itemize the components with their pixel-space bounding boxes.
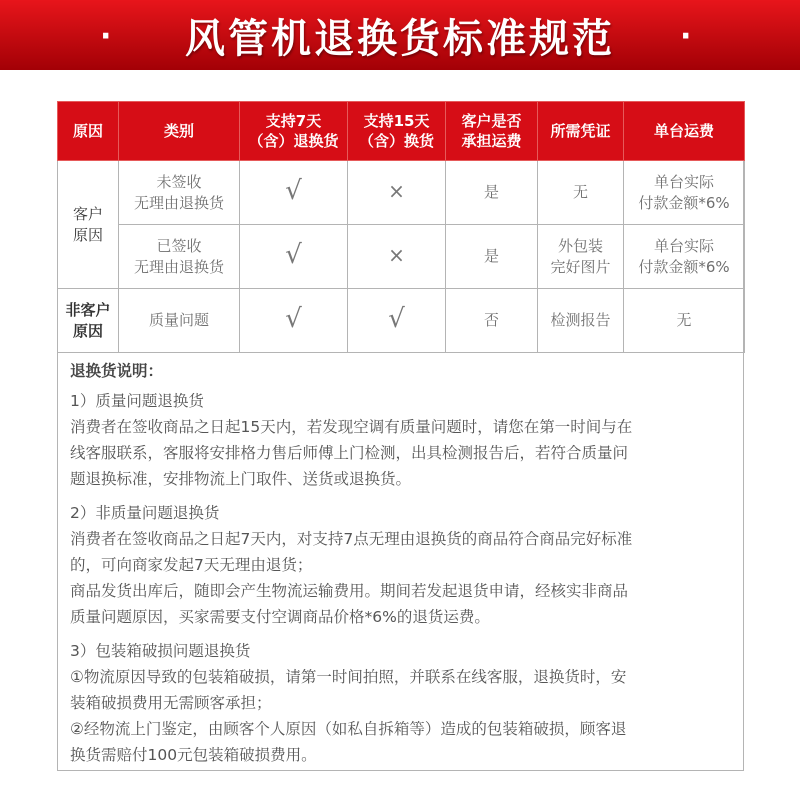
section-title: 1）质量问题退换货 <box>70 392 204 410</box>
reason-line: 非客户 <box>65 300 111 319</box>
d15-cell <box>348 161 446 225</box>
proof-line: 完好图片 <box>550 257 611 276</box>
check-mark-icon: √ <box>285 303 302 334</box>
header-line: 客户是否 <box>461 112 522 130</box>
header-line: （含）退换货 <box>248 132 339 150</box>
proof-cell <box>538 289 624 353</box>
section-line: 的，可向商家发起7天无理由退货； <box>70 556 313 574</box>
d7-cell <box>240 161 348 225</box>
return-notes <box>70 358 738 776</box>
reason-non-customer <box>58 289 119 353</box>
check-mark-icon: √ <box>388 303 405 334</box>
reason-line: 原因 <box>72 321 103 340</box>
fee-line: 付款金额*6% <box>638 193 730 212</box>
page-title: 风管机退换货标准规范 <box>185 15 615 62</box>
section-line: ①物流原因导致的包装箱破损，请第一时间拍照，并联系在线客服，退换货时，安 <box>70 668 627 686</box>
freight-cell: 是 <box>446 225 538 289</box>
header-15-day <box>348 102 446 161</box>
notes-section-quality <box>70 388 738 492</box>
section-title: 3）包装箱破损问题退换货 <box>70 642 251 660</box>
header-fee <box>624 102 745 161</box>
header-line: 支持15天 <box>363 112 430 130</box>
header-line: 单台运费 <box>653 122 714 140</box>
banner-dot-left: · <box>100 19 112 54</box>
fee-line: 付款金额*6% <box>638 257 730 276</box>
freight-cell: 否 <box>446 289 538 353</box>
header-line: （含）换货 <box>358 132 434 150</box>
header-reason <box>58 102 119 161</box>
freight-cell: 是 <box>446 161 538 225</box>
section-line: 题退换标准，安排物流上门取件、送货或退换货。 <box>70 470 412 488</box>
header-line: 支持7天 <box>265 112 322 130</box>
return-policy-table <box>57 101 745 353</box>
check-mark-icon: √ <box>285 175 302 206</box>
header-category <box>119 102 240 161</box>
proof-cell <box>538 225 624 289</box>
fee-line: 单台实际 <box>653 236 714 255</box>
section-line: 质量问题原因，买家需要支付空调商品价格*6%的退货运费。 <box>70 608 490 626</box>
notes-section-packaging <box>70 638 738 768</box>
title-banner <box>0 0 800 70</box>
d15-cell <box>348 289 446 353</box>
cross-mark-icon: × <box>388 179 405 203</box>
table-row <box>58 161 745 225</box>
banner-dot-right: · <box>680 19 692 54</box>
fee-cell <box>624 289 745 353</box>
cross-mark-icon: × <box>388 243 405 267</box>
notes-section-non-quality <box>70 500 738 630</box>
d7-cell <box>240 225 348 289</box>
category-cell <box>119 225 240 289</box>
fee-cell <box>624 225 745 289</box>
reason-customer <box>58 161 119 289</box>
category-line: 已签收 <box>156 236 202 255</box>
header-freight <box>446 102 538 161</box>
category-line: 无理由退换货 <box>133 257 224 276</box>
header-proof <box>538 102 624 161</box>
section-line: 换货需赔付100元包装箱破损费用。 <box>70 746 317 764</box>
d15-cell <box>348 225 446 289</box>
category-line: 无理由退换货 <box>133 193 224 212</box>
header-line: 所需凭证 <box>550 122 611 140</box>
section-title: 2）非质量问题退换货 <box>70 504 220 522</box>
reason-line: 客户 <box>72 204 103 223</box>
fee-line: 无 <box>676 311 692 329</box>
section-line: 消费者在签收商品之日起7天内，对支持7点无理由退换货的商品符合商品完好标准 <box>70 530 633 548</box>
proof-line: 外包装 <box>557 236 603 255</box>
proof-cell <box>538 161 624 225</box>
section-line: ②经物流上门鉴定，由顾客个人原因（如私自拆箱等）造成的包装箱破损，顾客退 <box>70 720 627 738</box>
check-mark-icon: √ <box>285 239 302 270</box>
header-line: 原因 <box>72 122 103 140</box>
proof-line: 无 <box>572 183 588 201</box>
category-cell <box>119 161 240 225</box>
proof-line: 检测报告 <box>550 311 611 329</box>
section-line: 消费者在签收商品之日起15天内，若发现空调有质量问题时，请您在第一时间与在 <box>70 418 633 436</box>
section-line: 装箱破损费用无需顾客承担； <box>70 694 272 712</box>
reason-line: 原因 <box>72 225 103 244</box>
category-cell <box>119 289 240 353</box>
fee-line: 单台实际 <box>653 172 714 191</box>
header-line: 类别 <box>163 122 194 140</box>
fee-cell <box>624 161 745 225</box>
table-row <box>58 225 745 289</box>
section-line: 商品发货出库后，随即会产生物流运输费用。期间若发起退货申请，经核实非商品 <box>70 582 629 600</box>
header-7-day <box>240 102 348 161</box>
section-line: 线客服联系，客服将安排格力售后师傅上门检测，出具检测报告后，若符合质量问 <box>70 444 629 462</box>
notes-heading: 退换货说明： <box>70 362 164 380</box>
category-line: 质量问题 <box>148 311 209 329</box>
table-row <box>58 289 745 353</box>
d7-cell <box>240 289 348 353</box>
category-line: 未签收 <box>156 172 202 191</box>
table-header-row <box>58 102 745 161</box>
header-line: 承担运费 <box>461 132 522 150</box>
